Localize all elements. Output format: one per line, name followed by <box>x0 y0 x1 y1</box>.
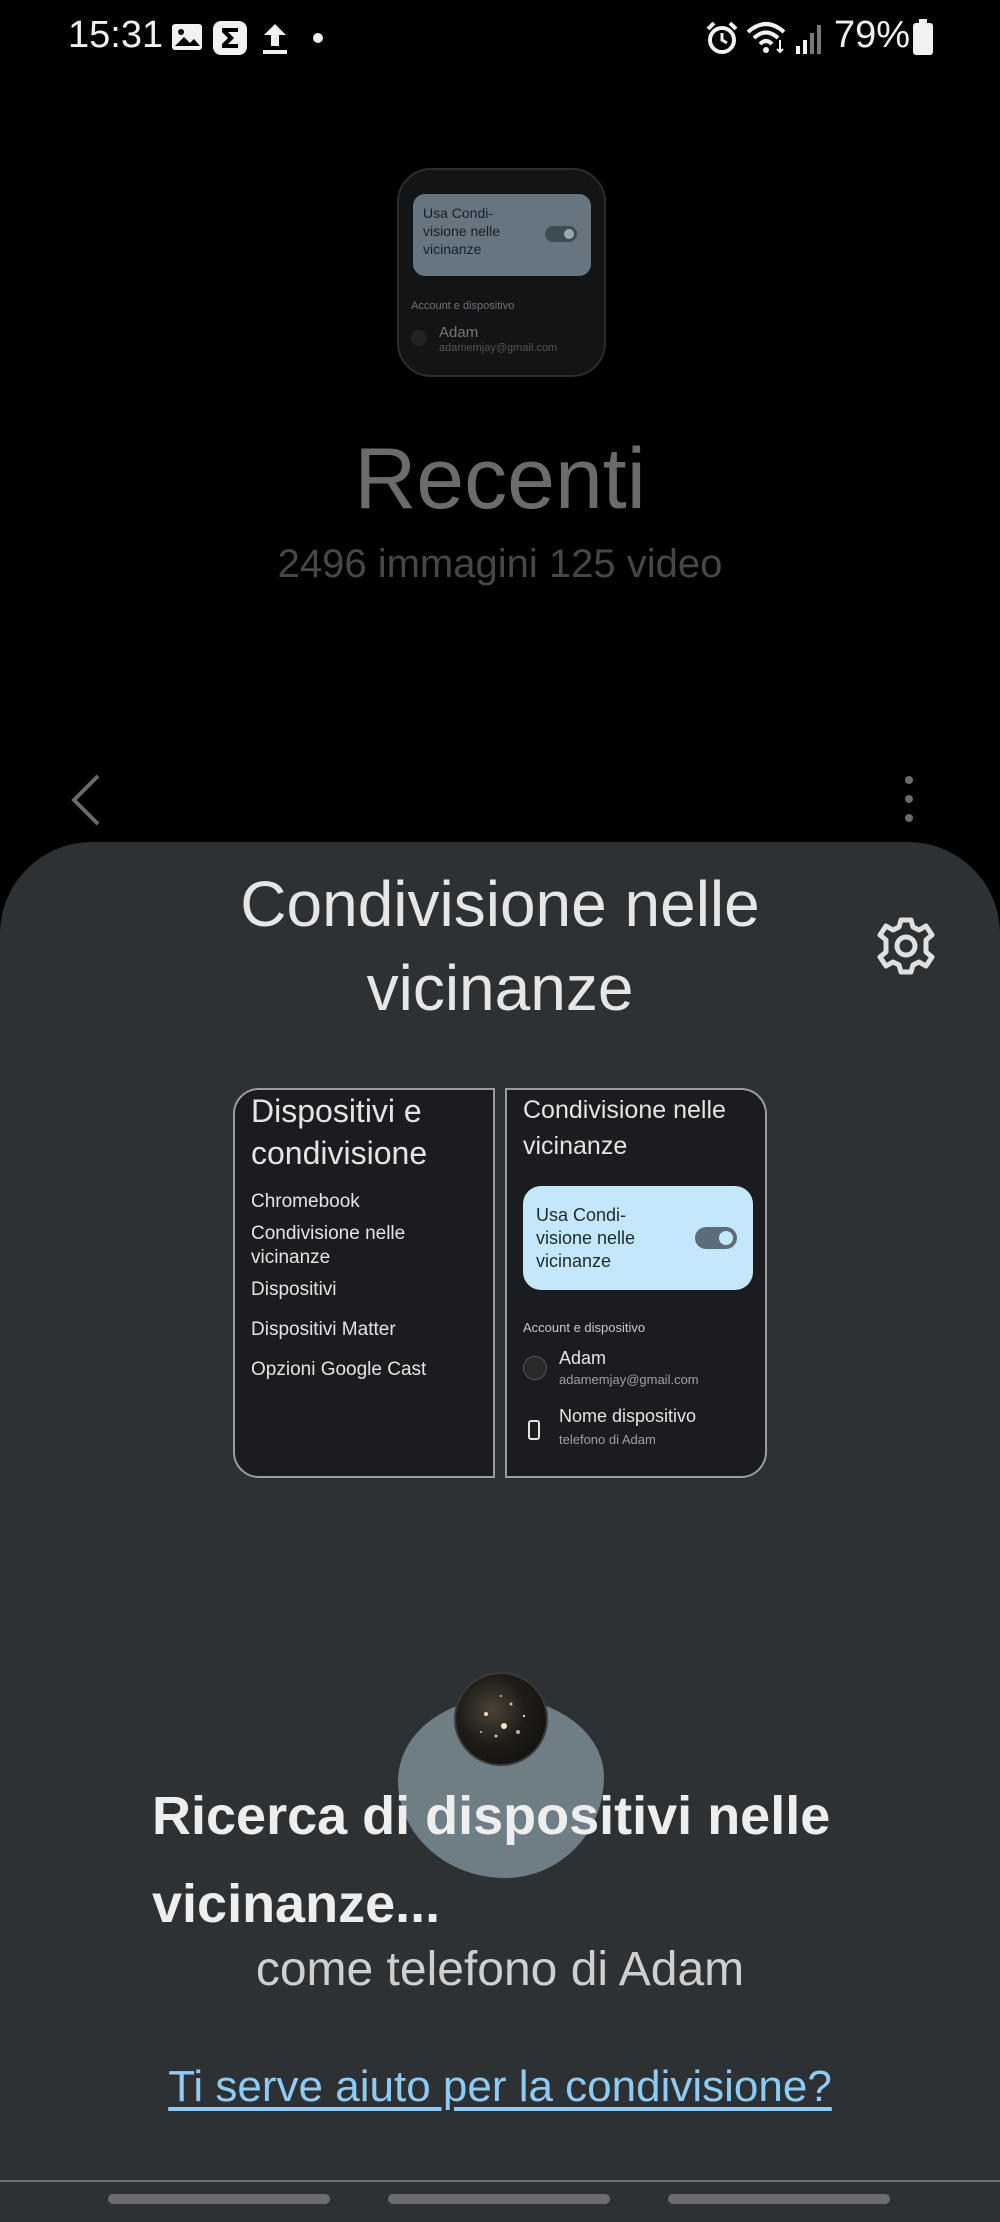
bottom-divider <box>0 2180 1000 2182</box>
thumb-toggle <box>545 226 577 242</box>
illustration-right-heading: Condivisione nelle vicinanze <box>523 1096 726 1160</box>
menu-item-matter-devices: Dispositivi Matter <box>251 1319 396 1340</box>
thumb-avatar <box>411 330 427 346</box>
illustration-account-name: Adam <box>559 1348 607 1368</box>
menu-item-chromebook: Chromebook <box>251 1191 360 1212</box>
more-options-icon[interactable] <box>902 774 916 824</box>
menu-item-google-cast: Opzioni Google Cast <box>251 1359 427 1380</box>
alarm-icon <box>704 20 740 56</box>
thumb-toggle-card <box>413 194 591 276</box>
illustration-settings-panel <box>233 1088 495 1478</box>
illustration-account-email: adamemjay@gmail.com <box>559 1372 699 1387</box>
searching-status-text: Ricerca di dispositivi nelle vicinanze... <box>152 1786 831 1934</box>
thumb-name: Adam <box>439 324 479 341</box>
illustration-nearby-panel <box>505 1088 767 1478</box>
illustration-toggle-label: Usa Condi-visione nelle vicinanze <box>536 1205 636 1271</box>
thumb-email: adamemjay@gmail.com <box>439 342 558 354</box>
phone-icon <box>527 1420 541 1440</box>
thumb-card-text: Usa Condi-visione nelle vicinanze <box>423 205 501 257</box>
illustration-toggle-card <box>523 1186 753 1290</box>
status-time: 15:31 <box>68 14 164 56</box>
album-count: 2496 immagini 125 video <box>277 542 723 586</box>
preview-thumbnail[interactable] <box>397 168 606 377</box>
illustration-device-label: Nome dispositivo <box>559 1406 697 1426</box>
back-icon[interactable] <box>66 772 106 828</box>
illustration-device-value: telefono di Adam <box>559 1432 656 1447</box>
battery-percentage: 79% <box>833 14 910 56</box>
menu-item-devices: Dispositivi <box>251 1279 337 1300</box>
illustration-left-heading: Dispositivi e condivisione <box>251 1093 428 1171</box>
help-link[interactable]: Ti serve aiuto per la condivisione? <box>168 2062 832 2111</box>
dot-icon <box>312 32 324 44</box>
illustration-toggle-switch <box>695 1227 737 1249</box>
thumb-section-label: Account e dispositivo <box>411 300 515 312</box>
image-icon <box>170 20 204 54</box>
nearby-share-sheet <box>0 842 1000 2222</box>
device-visibility-text: come telefono di Adam <box>255 1943 745 1996</box>
nav-pill-right[interactable] <box>668 2194 890 2204</box>
nav-pill-center[interactable] <box>388 2194 610 2204</box>
illustration-avatar <box>523 1356 547 1380</box>
starfield-image <box>456 1674 546 1764</box>
nav-pill-left[interactable] <box>108 2194 330 2204</box>
wifi-icon <box>746 20 790 56</box>
user-avatar <box>454 1672 548 1766</box>
signal-icon <box>794 20 824 56</box>
illustration-section-label: Account e dispositivo <box>523 1320 646 1335</box>
menu-item-nearby-share: Condivisione nelle vicinanze <box>251 1223 406 1268</box>
upload-icon <box>260 20 290 56</box>
settings-gear-icon[interactable] <box>876 916 936 976</box>
album-title: Recenti <box>354 431 646 527</box>
sigma-icon <box>212 20 248 56</box>
battery-icon <box>912 18 934 56</box>
sheet-title: Condivisione nelle vicinanze <box>240 868 760 1024</box>
